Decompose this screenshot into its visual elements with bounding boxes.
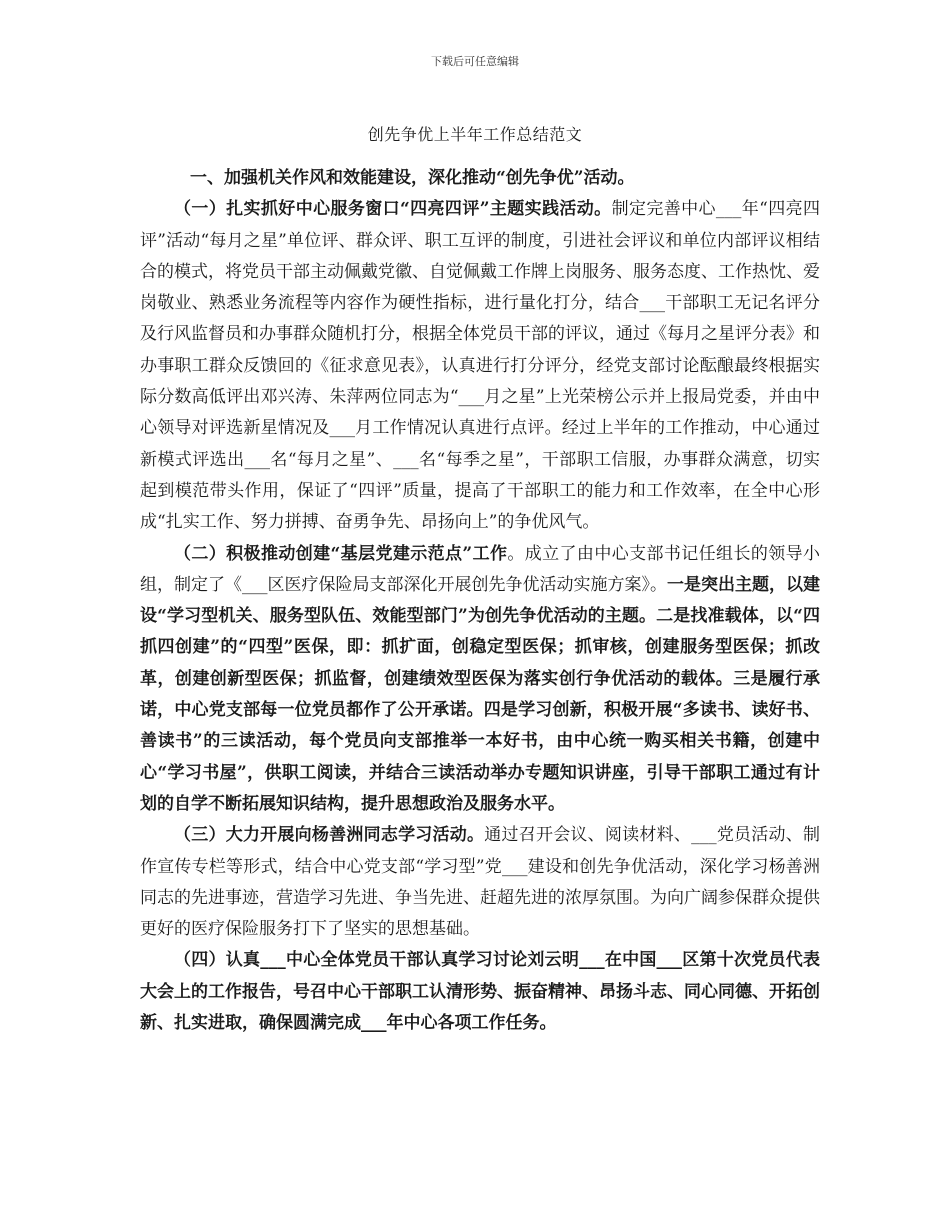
paragraph-1 (140, 194, 820, 538)
paragraph-2-text: 。成立了由中心支部书记任组长的领导小组，制定了《___区医疗保险局支部深化开展创先争优活动实施方案》。 (140, 543, 821, 595)
paragraph-4: （四）认真___中心全体党员干部认真学习讨论刘云明___在中国___区第十次党员代表大会上的工作报告，号召中心干部职工认清形势、振奋精神、昂扬斗志、同心同德、开拓创新、扎实进取，确保圆满完成___年中心各项工作任务。 (140, 950, 820, 1034)
section-heading-1: 一、加强机关作风和效能建设，深化推动“创先争优”活动。 (190, 168, 635, 188)
paragraph-2-lead: （二）积极推动创建“基层党建示范点”工作 (174, 543, 508, 564)
paragraph-3 (140, 820, 820, 945)
document-body (140, 163, 820, 1039)
paragraph-1-lead: （一）扎实抓好中心服务窗口“四亮四评”主题实践活动。 (174, 199, 612, 220)
paragraph-3-lead: （三）大力开展向杨善洲同志学习活动。 (174, 825, 485, 846)
paragraph-1-text: 制定完善中心___年“四亮四评”活动“每月之星”单位评、群众评、职工互评的制度，引进社会评议和单位内部评议相结合的模式，将党员干部主动佩戴党徽、自觉佩戴工作牌上岗服务、服务态度、工作热忱、爱岗敬业、熟悉业务流程等内容作为硬性指标，进行量化打分，结合___干部职工无记名评分及行风监督员和办事群众随机打分，根据全体党员干部的评议，通过《每月之星评分表》和办事职工群众反馈回的《征求意见表》，认真进行打分评分，经党支部讨论酝酿最终根据实际分数高低评出邓兴涛、朱萍两位同志为“___月之星”上光荣榜公示并上报局党委，并由中心领导对评选新星情况及___月工作情况认真进行点评。经过上半年的工作推动，中心通过新模式评选出___名“每月之星”、___名“每季之星”，干部职工信服，办事群众满意，切实起到模范带头作用，保证了“四评”质量，提高了干部职工的能力和工作效率，在全中心形成“扎实工作、努力拼搏、奋勇争先、昂扬向上”的争优风气。 (140, 199, 820, 533)
paragraph-3-text: 通过召开会议、阅读材料、___党员活动、制作宣传专栏等形式，结合中心党支部“学习型”党___建设和创先争优活动，深化学习杨善洲同志的先进事迹，营造学习先进、争当先进、赶超先进的浓厚氛围。为向广阔参保群众提供更好的医疗保险服务打下了坚实的思想基础。 (140, 825, 820, 940)
page-title: 创先争优上半年工作总结范文 (367, 125, 583, 144)
paragraph-2-bold-text: 一是突出主题，以建设“学习型机关、服务型队伍、效能型部门”为创先争优活动的主题。二是找准载体，以“四抓四创建”的“四型”医保，即：抓扩面，创稳定型医保；抓审核，创建服务型医保；抓改革，创建创新型医保；抓监督，创建绩效型医保为落实创行争优活动的载体。三是履行承诺，中心党支部每一位党员都作了公开承诺。四是学习创新，积极开展“多读书、读好书、善读书”的三读活动，每个党员向支部推举一本好书，由中心统一购买相关书籍，创建中心“学习书屋”，供职工阅读，并结合三读活动举办专题知识讲座，引导干部职工通过有计划的自学不断拓展知识结构，提升思想政治及服务水平。 (140, 574, 820, 814)
paragraph-2 (140, 539, 820, 821)
header-note: 下载后可任意编辑 (431, 55, 519, 68)
